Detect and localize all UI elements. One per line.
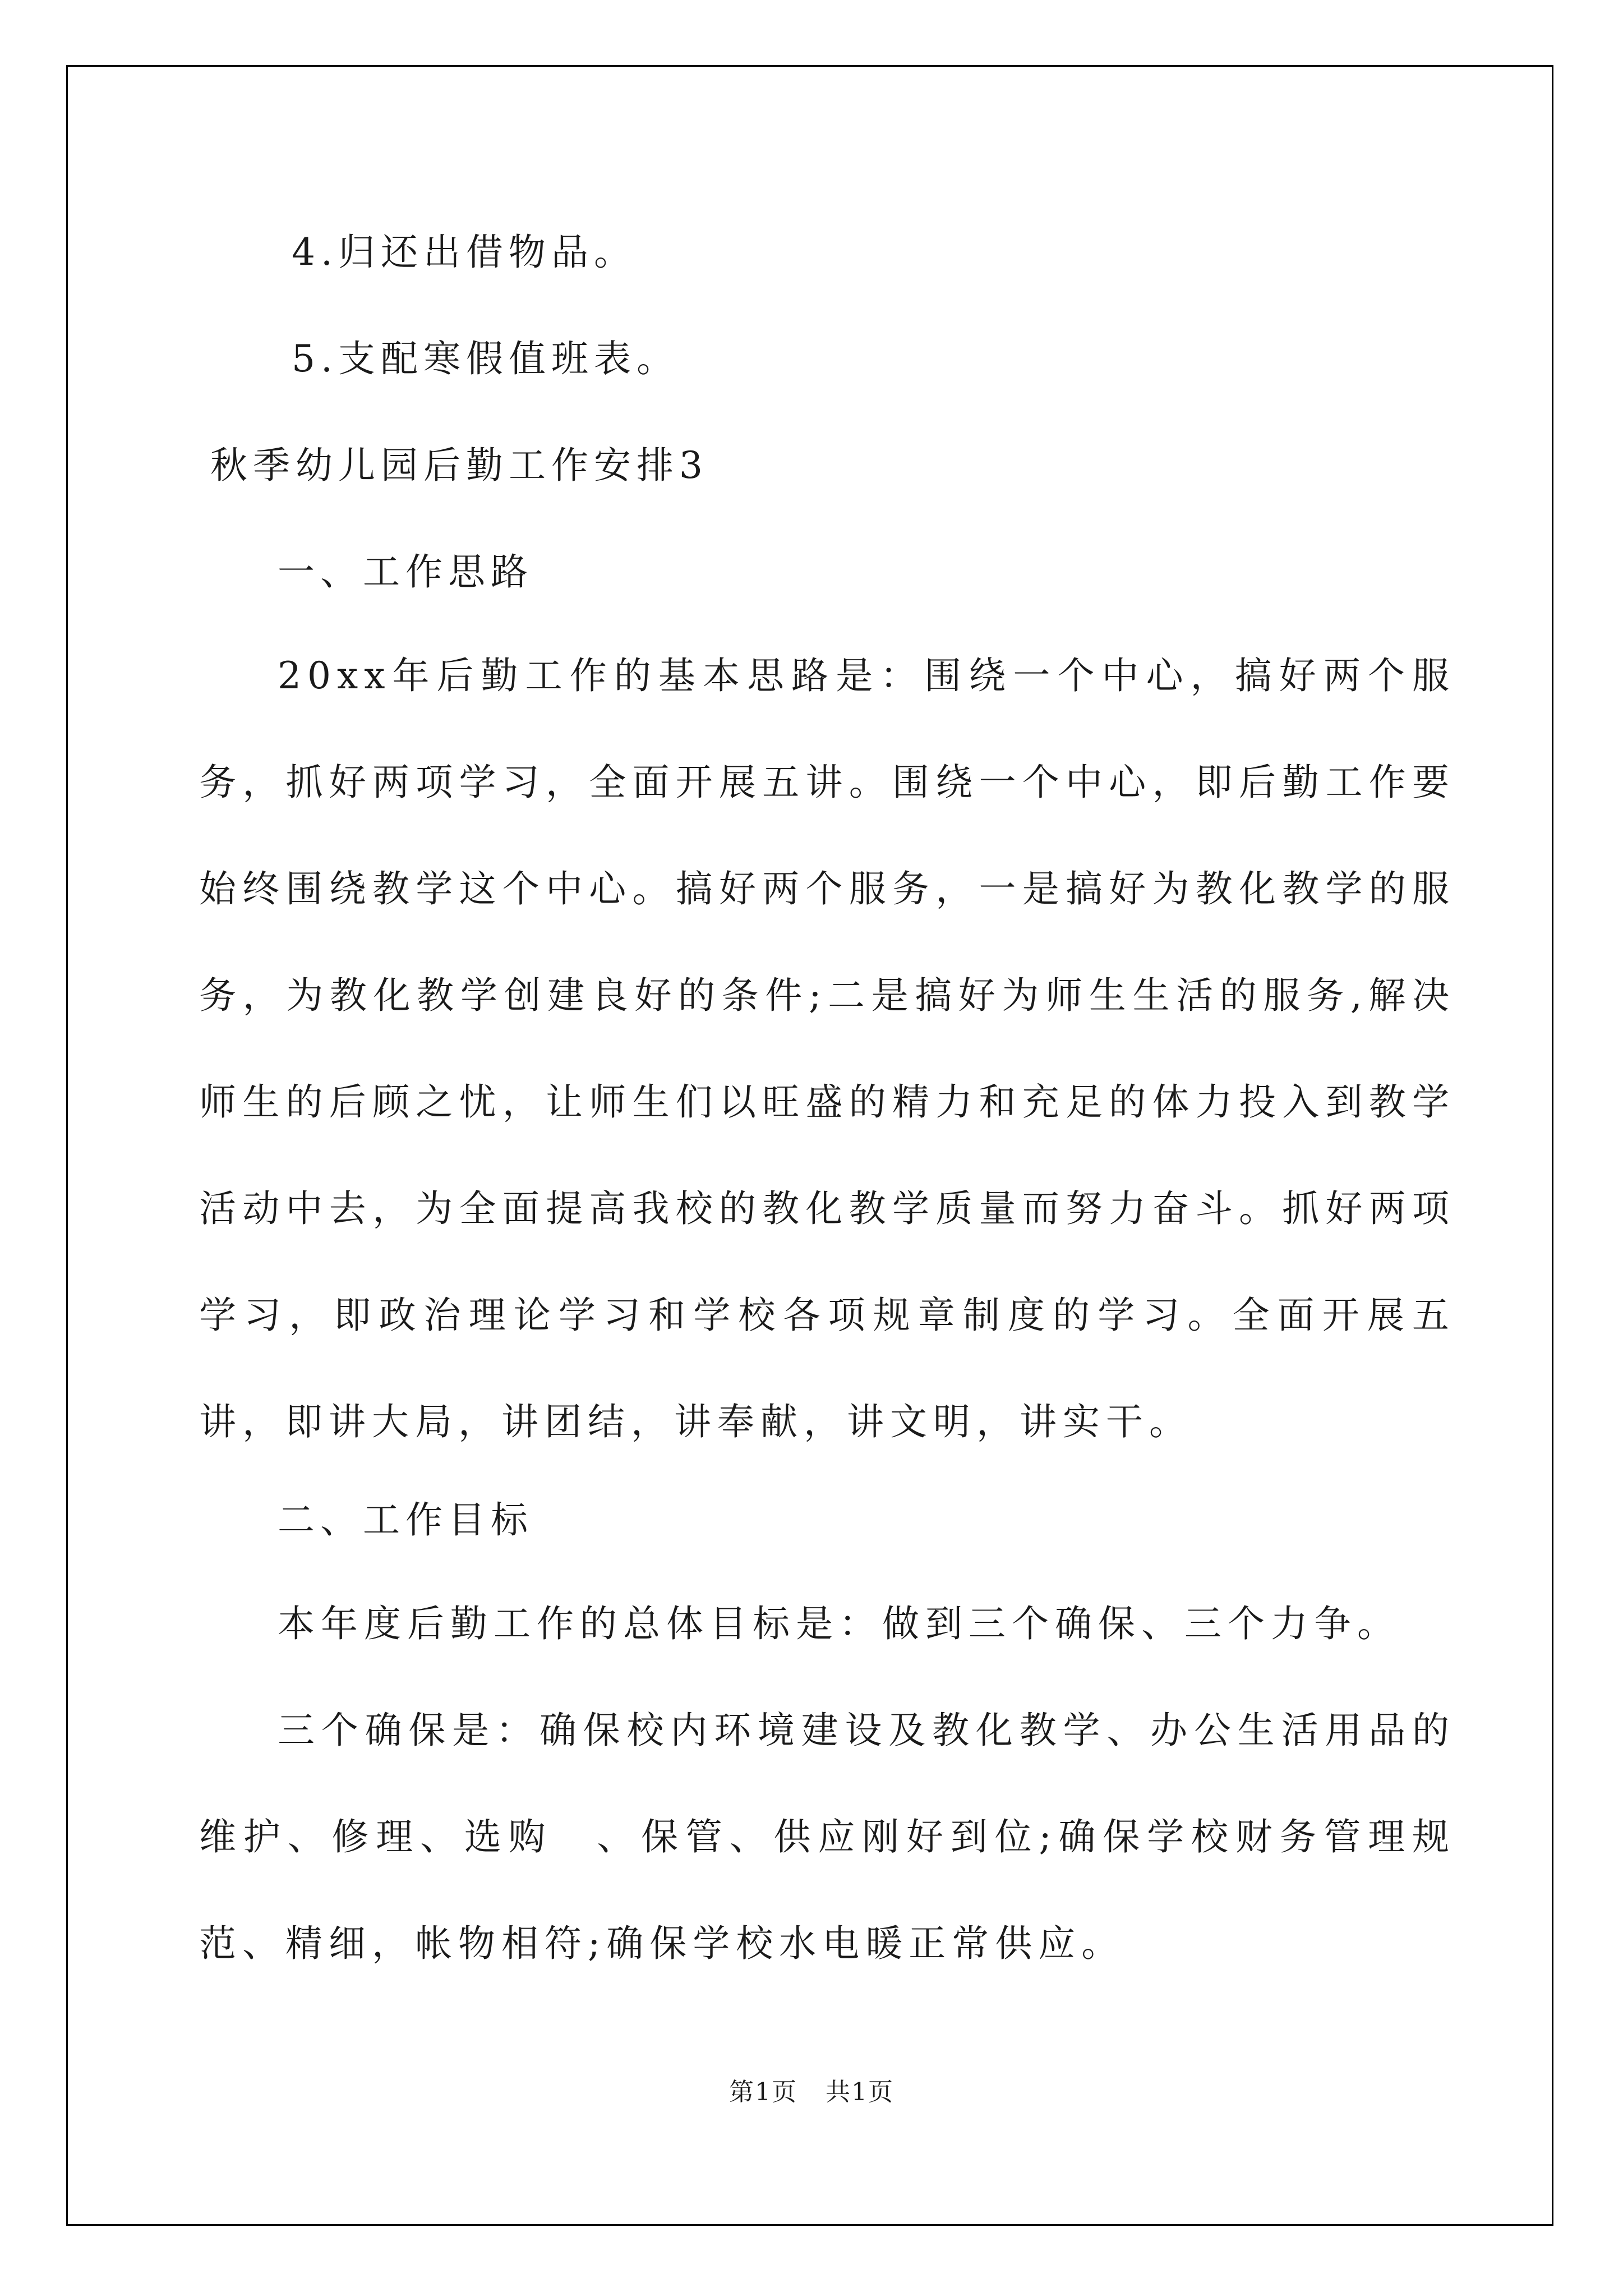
paragraph-work-approach: 20xx年后勤工作的基本思路是：围绕一个中心，搞好两个服务，抓好两项学习，全面开展五讲。围绕一个中心，即后勤工作要始终围绕教学这个中心。搞好两个服务，一是搞好为教化教学的服务，为教化教学创建良好的条件;二是搞好为师生生活的服务,解决师生的后顾之忧，让师生们以旺盛的精力和充足的体力投入到教学活动中去，为全面提高我校的教化教学质量而努力奋斗。抓好两项学习，即政治理论学习和学校各项规章制度的学习。全面开展五讲，即讲大局，讲团结，讲奉献，讲文明，讲实干。 <box>199 654 1455 1443</box>
page-total: 共1页 <box>826 2078 894 2106</box>
paragraph-three-guarantees: 三个确保是：确保校内环境建设及教化教学、办公生活用品的维护、修理、选购 、保管、供应刚好到位;确保学校财务管理规范、精细，帐物相符;确保学校水电暖正常供应。 <box>199 1709 1455 1965</box>
page-number: 第1页 <box>729 2078 797 2106</box>
paragraph-overall-goal: 本年度后勤工作的总体目标是：做到三个确保、三个力争。 <box>278 1602 1400 1645</box>
section-heading: 秋季幼儿园后勤工作安排3 <box>210 444 708 487</box>
subheading-work-approach: 一、工作思路 <box>278 550 533 593</box>
list-item-4: 4.归还出借物品。 <box>292 231 637 274</box>
page-footer <box>0 2076 1623 2109</box>
subheading-work-goals: 二、工作目标 <box>278 1498 533 1542</box>
list-item-5: 5.支配寒假值班表。 <box>292 337 679 380</box>
